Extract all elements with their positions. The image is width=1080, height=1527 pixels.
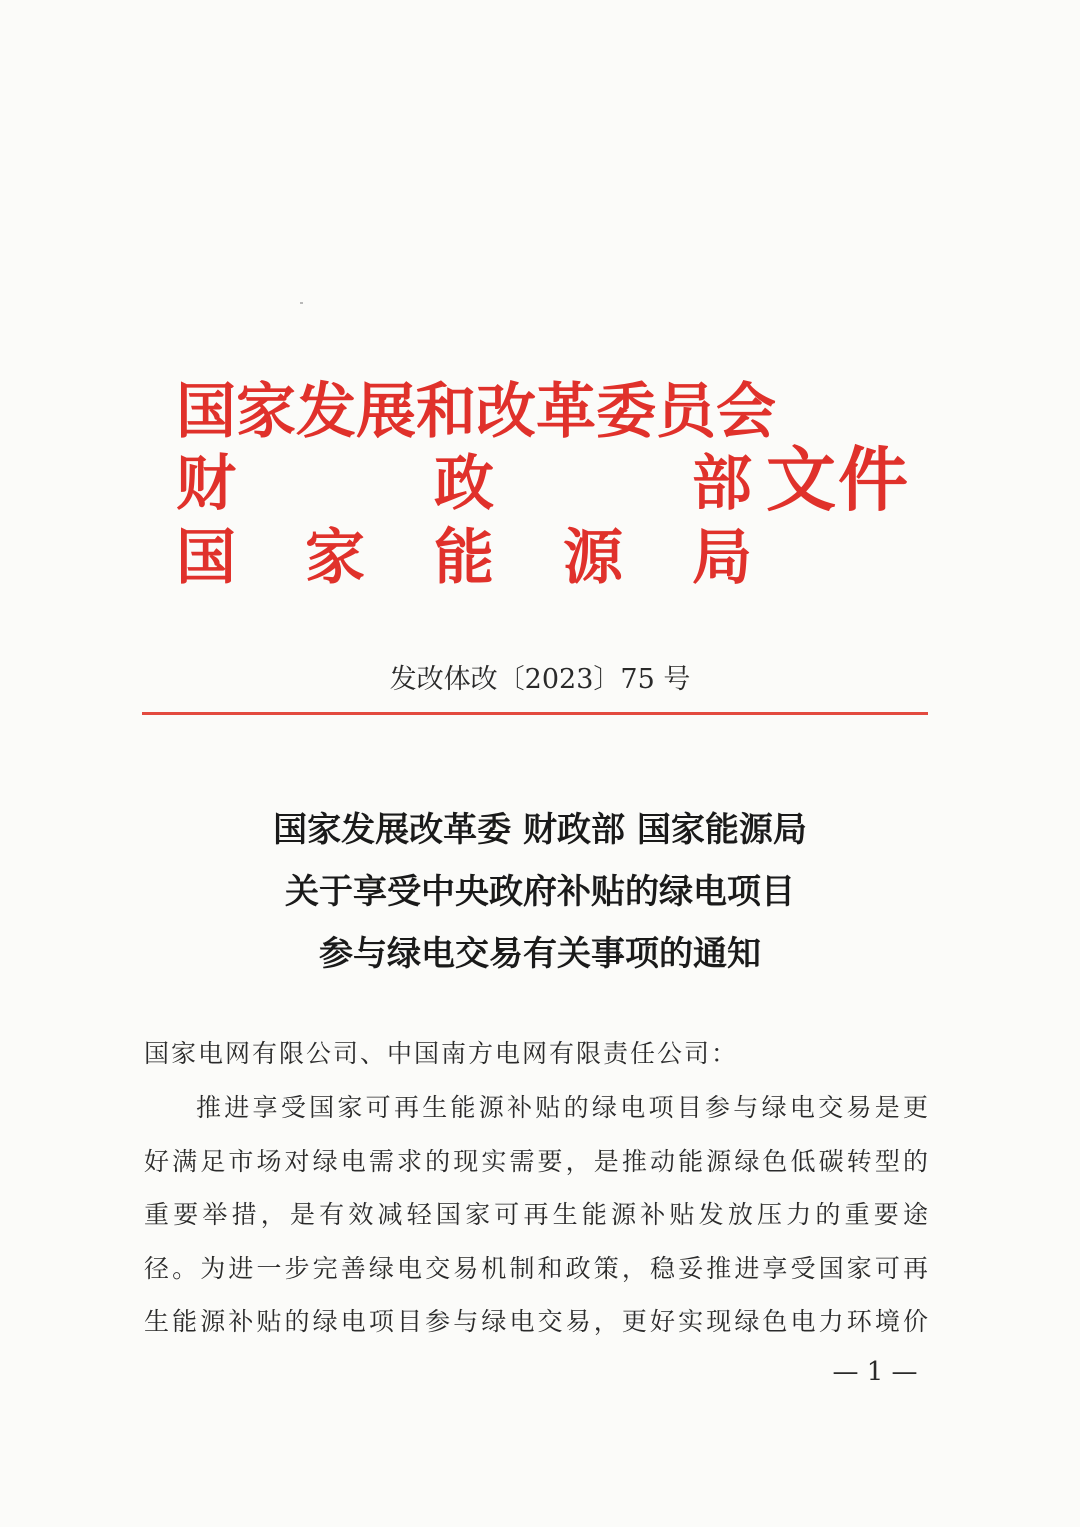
document-number: 发改体改〔2023〕75 号 [389, 664, 691, 695]
body-line: 径。为进一步完善绿电交易机制和政策，稳妥推进享受国家可再 [144, 1254, 928, 1283]
issuer-char: 源 [563, 523, 623, 593]
issuer-char: 局 [692, 523, 752, 593]
page-number: — 1 — [832, 1357, 918, 1387]
body-line: 重要举措，是有效减轻国家可再生能源补贴发放压力的重要途 [144, 1200, 928, 1229]
scan-speck [300, 302, 303, 304]
body-line: 推进享受国家可再生能源补贴的绿电项目参与绿电交易是更 [196, 1093, 928, 1122]
issuer-line-ndrc: 国家发展和改革委员会 [176, 377, 776, 447]
title-line-3: 参与绿电交易有关事项的通知 [319, 934, 761, 974]
title-line-1: 国家发展改革委 财政部 国家能源局 [273, 810, 807, 850]
issuer-char: 家 [305, 523, 365, 593]
issuer-char: 政 [434, 449, 494, 519]
issuer-char: 财 [176, 449, 236, 519]
addressee: 国家电网有限公司、中国南方电网有限责任公司： [144, 1039, 739, 1068]
document-type-label: 文件 [766, 438, 910, 521]
issuer-char: 国 [176, 523, 236, 593]
issuer-char: 部 [692, 449, 752, 519]
red-divider [142, 712, 928, 715]
title-line-2: 关于享受中央政府补贴的绿电项目 [285, 872, 795, 912]
body-line: 生能源补贴的绿电项目参与绿电交易，更好实现绿色电力环境价 [144, 1307, 928, 1336]
issuer-char: 能 [434, 523, 494, 593]
body-line: 好满足市场对绿电需求的现实需要，是推动能源绿色低碳转型的 [144, 1147, 928, 1176]
